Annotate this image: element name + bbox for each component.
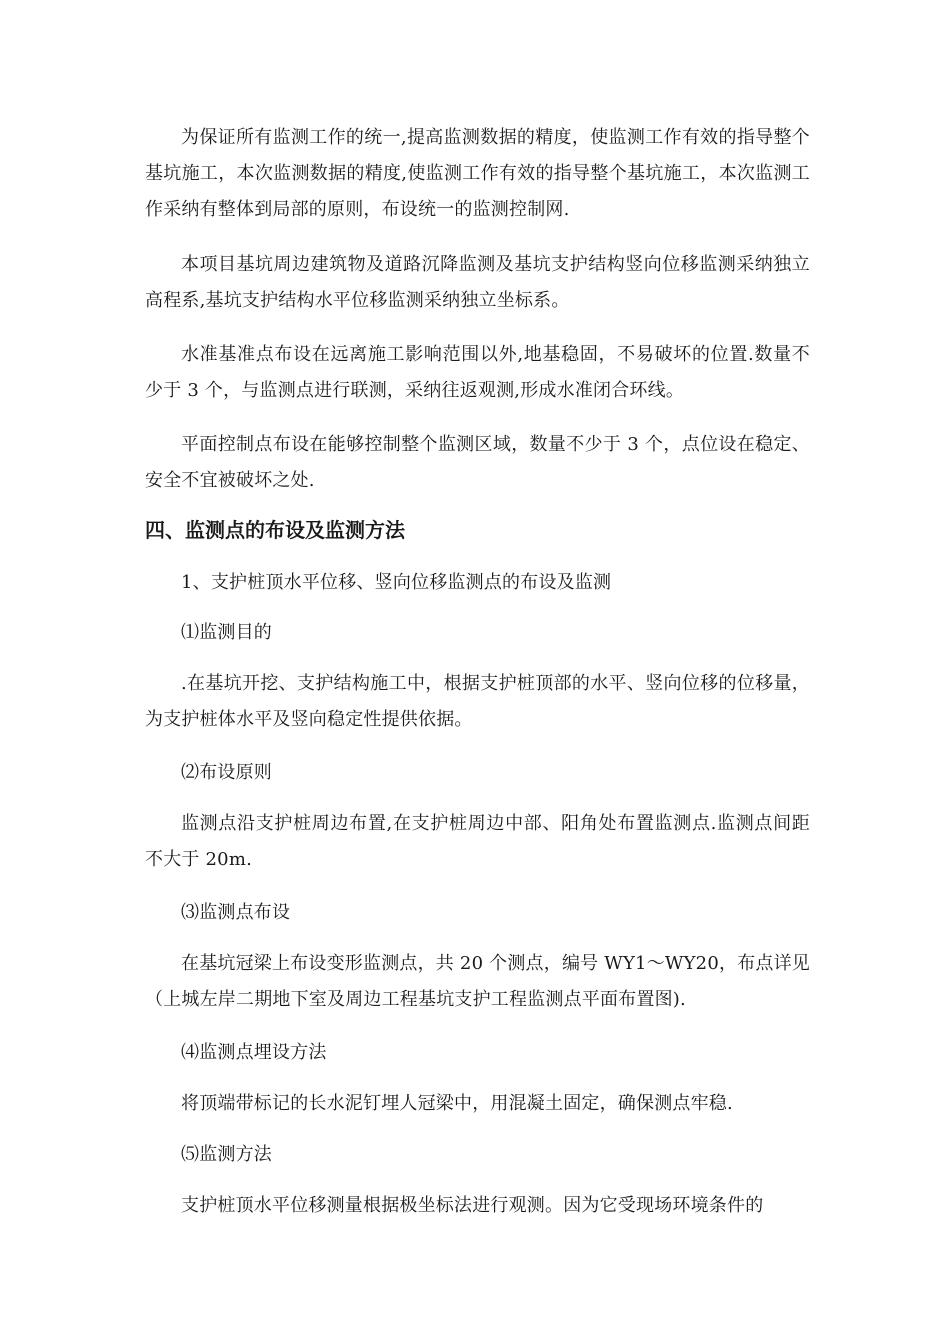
item-3-title: ⑶监测点布设 [181,902,291,923]
item-5-title: ⑸监测方法 [181,1144,272,1165]
item-2-body: 监测点沿支护桩周边布置,在支护桩周边中部、阳角处布置监测点.监测点间距不大于 20m. [145,813,810,870]
item-5-body: 支护桩顶水平位移测量根据极坐标法进行观测。因为它受现场环境条件的 [181,1195,764,1216]
section-heading: 四、监测点的布设及监测方法 [145,518,405,542]
item-4-title: ⑷监测点埋设方法 [181,1042,327,1063]
paragraph-plane-control-points: 平面控制点布设在能够控制整个监测区域，数量不少于 3 个，点位设在稳定、安全不宜被破坏之处. [145,434,810,491]
paragraph-benchmark-points: 水准基准点布设在远离施工影响范围以外,地基稳固，不易破坏的位置.数量不少于 3 个，与监测点进行联测，采纳往返观测,形成水准闭合环线。 [145,344,810,401]
item-4-body: 将顶端带标记的长水泥钉埋人冠梁中，用混凝土固定，确保测点牢稳. [181,1093,733,1114]
item-1-title: ⑴监测目的 [181,622,272,643]
item-2-title: ⑵布设原则 [181,762,272,783]
paragraph-control-network: 为保证所有监测工作的统一,提高监测数据的精度，使监测工作有效的指导整个基坑施工，本次监测数据的精度,使监测工作有效的指导整个基坑施工，本次监测工作采纳有整体到局部的原则，布设统一的监测控制网. [145,127,810,220]
paragraph-coordinate-system: 本项目基坑周边建筑物及道路沉降监测及基坑支护结构竖向位移监测采纳独立高程系,基坑支护结构水平位移监测采纳独立坐标系。 [145,254,810,311]
item-1-body: .在基坑开挖、支护结构施工中，根据支护桩顶部的水平、竖向位移的位移量，为支护桩体水平及竖向稳定性提供依据。 [145,673,810,730]
subsection-heading: 1、支护桩顶水平位移、竖向位移监测点的布设及监测 [181,572,612,593]
item-3-body: 在基坑冠梁上布设变形监测点，共 20 个测点，编号 WY1～WY20，布点详见（上城左岸二期地下室及周边工程基坑支护工程监测点平面布置图). [145,953,810,1010]
